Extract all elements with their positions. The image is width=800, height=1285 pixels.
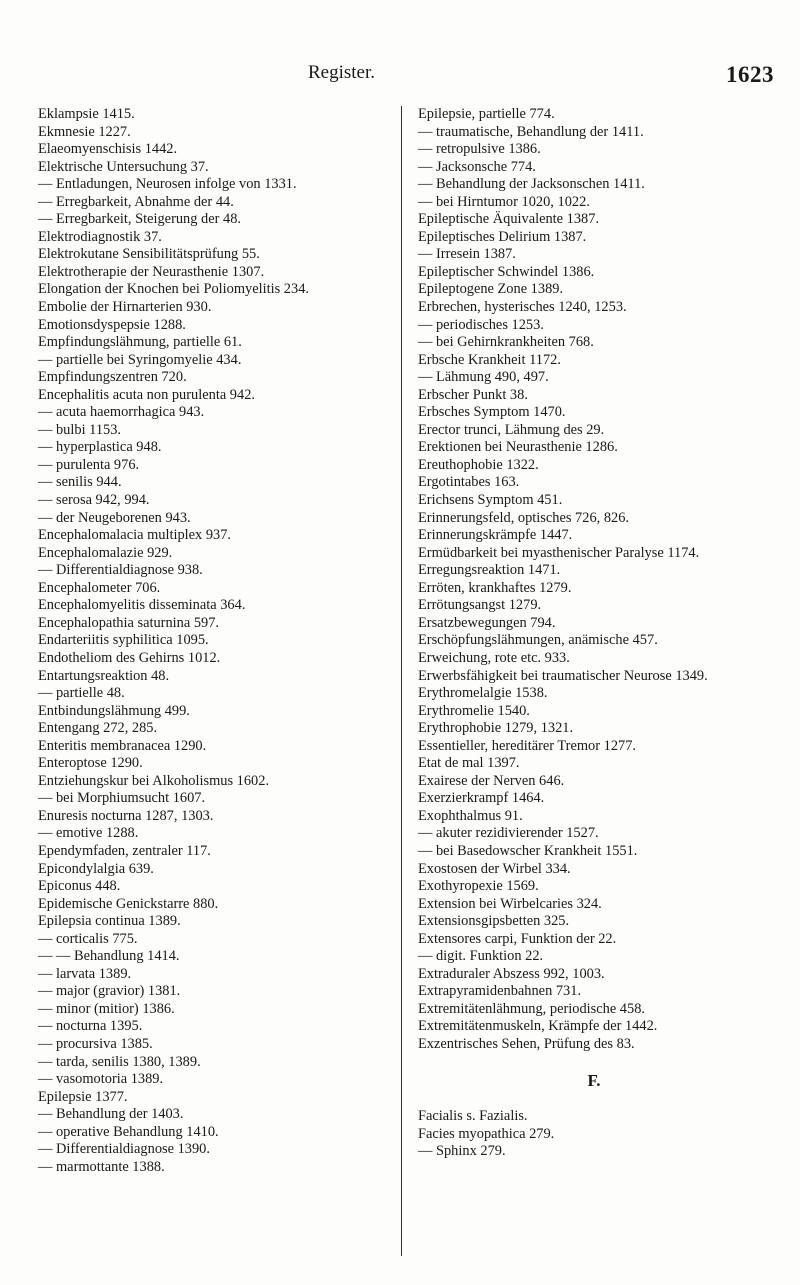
- index-entry: Elongation der Knochen bei Poliomyelitis 234.: [38, 281, 309, 298]
- index-entry: — Jacksonsche 774.: [418, 158, 536, 175]
- index-entry: Erbsches Symptom 1470.: [418, 404, 566, 421]
- index-entry: Erinnerungsfeld, optisches 726, 826.: [418, 509, 630, 526]
- index-entry: Emotionsdyspepsie 1288.: [38, 316, 186, 333]
- index-entry: Entziehungskur bei Alkoholismus 1602.: [38, 772, 270, 789]
- index-entry: — serosa 942, 994.: [38, 492, 150, 509]
- index-entry: Epilepsie, partielle 774.: [418, 106, 555, 122]
- index-entry: Ersatzbewegungen 794.: [418, 614, 556, 631]
- index-entry: Elektrodiagnostik 37.: [38, 228, 162, 245]
- index-entry: Erektionen bei Neurasthenie 1286.: [418, 439, 618, 456]
- index-entry: — digit. Funktion 22.: [418, 948, 544, 965]
- index-entry: — Irresein 1387.: [418, 246, 516, 263]
- index-entry: Erregungsreaktion 1471.: [418, 562, 561, 579]
- index-entry: — bei Gehirnkrankheiten 768.: [418, 334, 594, 351]
- index-entry: — major (gravior) 1381.: [38, 983, 181, 1000]
- index-entry: Elektrische Untersuchung 37.: [38, 158, 209, 175]
- index-entry: Endotheliom des Gehirns 1012.: [38, 649, 221, 666]
- index-entry: Facialis s. Fazialis.: [418, 1108, 528, 1125]
- index-entry: Extension bei Wirbelcaries 324.: [418, 895, 602, 912]
- index-entry: Epileptische Äquivalente 1387.: [418, 211, 600, 228]
- index-entry: Enuresis nocturna 1287, 1303.: [38, 807, 214, 824]
- index-entry: — der Neugeborenen 943.: [38, 509, 191, 526]
- index-entry: Erschöpfungslähmungen, anämische 457.: [418, 632, 658, 649]
- index-entry: Encephalomyelitis disseminata 364.: [38, 597, 246, 614]
- index-entry: Entengang 272, 285.: [38, 720, 158, 737]
- index-entry: Epiconus 448.: [38, 878, 121, 895]
- index-entry: Facies myopathica 279.: [418, 1125, 555, 1142]
- index-entry: — Entladungen, Neurosen infolge von 1331.: [38, 176, 297, 193]
- index-entry: Elaeomyenschisis 1442.: [38, 141, 178, 158]
- index-entry: Empfindungszentren 720.: [38, 369, 187, 386]
- index-entry: Essentieller, hereditärer Tremor 1277.: [418, 737, 637, 754]
- index-entry: Ermüdbarkeit bei myasthenischer Paralyse 1174.: [418, 544, 700, 561]
- index-entry: Epileptogene Zone 1389.: [418, 281, 564, 298]
- index-entry: — acuta haemorrhagica 943.: [38, 404, 205, 421]
- index-entry: Encephalomalazie 929.: [38, 544, 173, 561]
- index-entry: Extensores carpi, Funktion der 22.: [418, 930, 617, 947]
- index-entry: — Behandlung der 1403.: [38, 1106, 184, 1123]
- index-entry: Encephalometer 706.: [38, 579, 161, 596]
- index-entry: Elektrotherapie der Neurasthenie 1307.: [38, 263, 265, 280]
- index-entry: Entartungsreaktion 48.: [38, 667, 170, 684]
- index-entry: — bei Morphiumsucht 1607.: [38, 790, 206, 807]
- index-entry: — purulenta 976.: [38, 456, 140, 473]
- index-entry: Erythrophobie 1279, 1321.: [418, 720, 574, 737]
- index-entry: Enteroptose 1290.: [38, 755, 143, 772]
- index-entry: Erbscher Punkt 38.: [418, 386, 528, 403]
- index-entry: — Erregbarkeit, Steigerung der 48.: [38, 211, 242, 228]
- index-entry: Etat de mal 1397.: [418, 755, 520, 772]
- index-entry: Erector trunci, Lähmung des 29.: [418, 421, 605, 438]
- index-entry: Entbindungslähmung 499.: [38, 702, 190, 719]
- index-entry: Erythromelalgie 1538.: [418, 685, 548, 702]
- index-entry: Exostosen der Wirbel 334.: [418, 860, 571, 877]
- page-number: 1623: [726, 62, 774, 87]
- index-entry: Exzentrisches Sehen, Prüfung des 83.: [418, 1035, 635, 1052]
- index-entry: — senilis 944.: [38, 474, 122, 491]
- index-entry: Erröten, krankhaftes 1279.: [418, 579, 572, 596]
- index-entry: Endarteriitis syphilitica 1095.: [38, 632, 209, 649]
- index-entry: — Lähmung 490, 497.: [418, 369, 549, 386]
- index-entry: Embolie der Hirnarterien 930.: [38, 299, 212, 316]
- index-entry: — retropulsive 1386.: [418, 141, 541, 158]
- index-entry: — Sphinx 279.: [418, 1143, 506, 1160]
- index-entry: Erythromelie 1540.: [418, 702, 530, 719]
- index-entry: — Differentialdiagnose 1390.: [38, 1141, 210, 1158]
- index-entry: Epileptisches Delirium 1387.: [418, 228, 587, 245]
- index-entry: Erwerbsfähigkeit bei traumatischer Neurose 1349.: [418, 667, 708, 684]
- left-column: [38, 106, 388, 1176]
- index-entry: Empfindungslähmung, partielle 61.: [38, 334, 242, 351]
- page-header: [0, 62, 800, 92]
- index-entry: — bei Basedowscher Krankheit 1551.: [418, 842, 638, 859]
- index-entry: Extensionsgipsbetten 325.: [418, 913, 570, 930]
- index-entry: Extrapyramidenbahnen 731.: [418, 983, 582, 1000]
- index-entry: — bei Hirntumor 1020, 1022.: [418, 193, 590, 210]
- index-entry: — — Behandlung 1414.: [38, 948, 180, 965]
- index-entry: Erichsens Symptom 451.: [418, 492, 563, 509]
- index-entry: Erbrechen, hysterisches 1240, 1253.: [418, 299, 627, 316]
- index-entry: — Differentialdiagnose 938.: [38, 562, 203, 579]
- index-entry: Exothyropexie 1569.: [418, 878, 539, 895]
- index-entry: Exairese der Nerven 646.: [418, 772, 565, 789]
- index-entry: — Erregbarkeit, Abnahme der 44.: [38, 193, 234, 210]
- index-entry: — periodisches 1253.: [418, 316, 544, 333]
- index-entry: Exophthalmus 91.: [418, 807, 523, 824]
- index-entry: Encephalopathia saturnina 597.: [38, 614, 220, 631]
- index-entry: — hyperplastica 948.: [38, 439, 162, 456]
- index-entry: — corticalis 775.: [38, 930, 138, 947]
- index-entry: — partielle bei Syringomyelie 434.: [38, 351, 242, 368]
- index-entry: Epicondylalgia 639.: [38, 860, 154, 877]
- index-entry: — nocturna 1395.: [38, 1018, 143, 1035]
- section-letter: F.: [587, 1070, 601, 1090]
- index-entry: Encephalomalacia multiplex 937.: [38, 527, 232, 544]
- index-entry: — operative Behandlung 1410.: [38, 1123, 219, 1140]
- index-entry: Epileptischer Schwindel 1386.: [418, 263, 595, 280]
- index-entry: Eklampsie 1415.: [38, 106, 135, 122]
- index-entry: — vasomotoria 1389.: [38, 1071, 164, 1088]
- index-entry: — procursiva 1385.: [38, 1035, 153, 1052]
- index-entry: Extremitätenmuskeln, Krämpfe der 1442.: [418, 1018, 658, 1035]
- index-entry: — partielle 48.: [38, 685, 125, 702]
- header-title: Register.: [308, 62, 376, 83]
- index-entry: — akuter rezidivierender 1527.: [418, 825, 599, 842]
- index-entry: — minor (mitior) 1386.: [38, 1000, 175, 1017]
- index-entry: — marmottante 1388.: [38, 1158, 165, 1175]
- index-entry: Elektrokutane Sensibilitätsprüfung 55.: [38, 246, 260, 263]
- index-entry: Exerzierkrampf 1464.: [418, 790, 545, 807]
- index-entry: — emotive 1288.: [38, 825, 139, 842]
- right-column: [418, 106, 770, 1161]
- index-entry: — Behandlung der Jacksonschen 1411.: [418, 176, 645, 193]
- index-entry: Ergotintabes 163.: [418, 474, 520, 491]
- column-divider: [401, 106, 402, 1256]
- index-entry: Erinnerungskrämpfe 1447.: [418, 527, 573, 544]
- index-entry: Ependymfaden, zentraler 117.: [38, 842, 211, 859]
- index-entry: Erbsche Krankheit 1172.: [418, 351, 561, 368]
- index-entry: Erweichung, rote etc. 933.: [418, 649, 570, 666]
- index-entry: Extremitätenlähmung, periodische 458.: [418, 1000, 645, 1017]
- index-entry: Enteritis membranacea 1290.: [38, 737, 207, 754]
- index-entry: Epilepsia continua 1389.: [38, 913, 181, 930]
- index-entry: Epidemische Genickstarre 880.: [38, 895, 219, 912]
- index-entry: Extraduraler Abszess 992, 1003.: [418, 965, 605, 982]
- index-entry: — larvata 1389.: [38, 965, 132, 982]
- index-entry: — tarda, senilis 1380, 1389.: [38, 1053, 201, 1070]
- index-entry: Ereuthophobie 1322.: [418, 456, 539, 473]
- index-entry: — traumatische, Behandlung der 1411.: [418, 123, 644, 140]
- index-entry: — bulbi 1153.: [38, 421, 122, 438]
- index-entry: Ekmnesie 1227.: [38, 123, 131, 140]
- index-entry: Epilepsie 1377.: [38, 1088, 128, 1105]
- index-entry: Encephalitis acuta non purulenta 942.: [38, 386, 255, 403]
- index-entry: Errötungsangst 1279.: [418, 597, 542, 614]
